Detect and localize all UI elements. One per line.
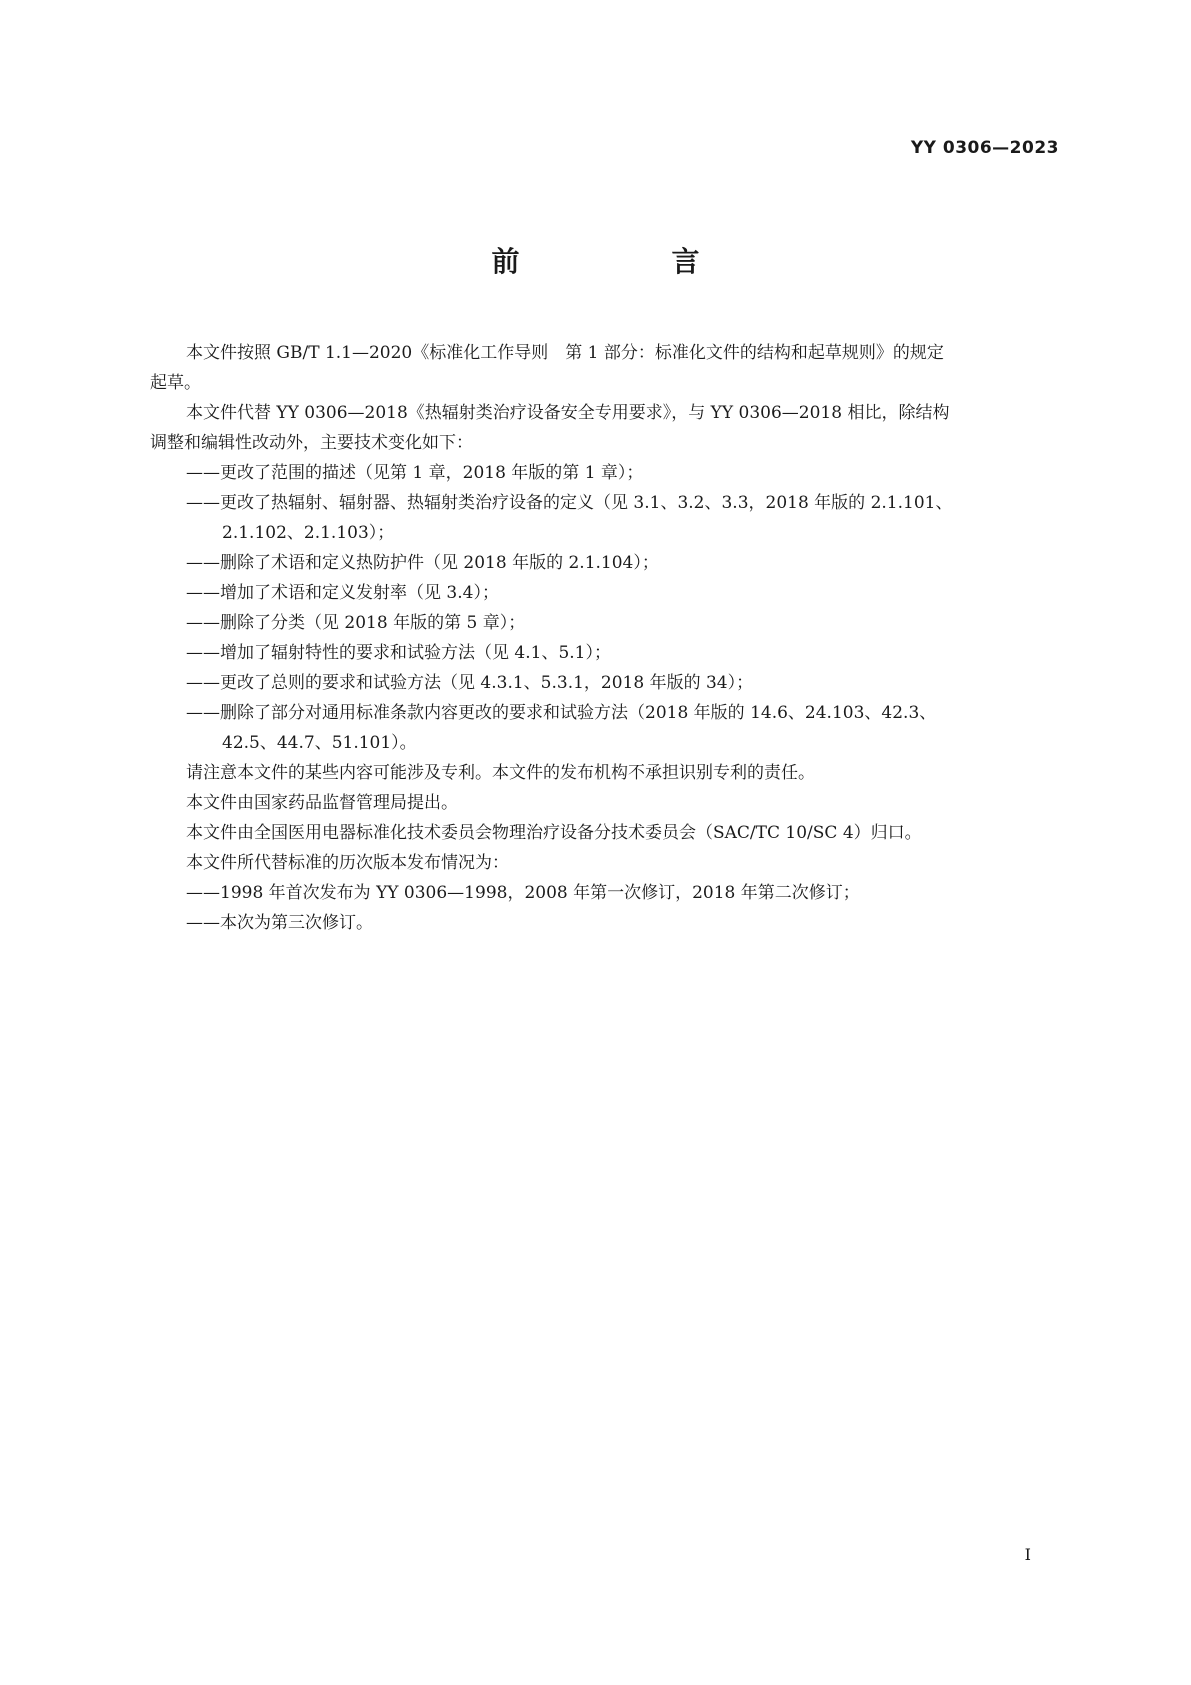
list-item: ——本次为第三次修订。 [186, 913, 373, 933]
paragraph: 本文件所代替标准的历次版本发布情况为： [186, 853, 509, 873]
list-item-continuation: 2.1.102、2.1.103）； [222, 523, 395, 543]
list-item: ——删除了分类（见 2018 年版的第 5 章）； [186, 613, 526, 633]
list-item: ——1998 年首次发布为 YY 0306—1998，2008 年第一次修订，2018 年第二次修订； [186, 883, 860, 903]
page-number: I [1024, 1545, 1031, 1564]
list-item: ——删除了部分对通用标准条款内容更改的要求和试验方法（2018 年版的 14.6、24.103、42.3、 [186, 703, 937, 723]
paragraph: 本文件由国家药品监督管理局提出。 [186, 793, 458, 813]
paragraph: 本文件按照 GB/T 1.1—2020《标准化工作导则 第 1 部分：标准化文件的结构和起草规则》的规定 [186, 343, 944, 363]
list-item: ——更改了范围的描述（见第 1 章，2018 年版的第 1 章）； [186, 463, 644, 483]
paragraph-continuation: 起草。 [150, 373, 201, 393]
foreword-body [150, 338, 1058, 938]
paragraph: 请注意本文件的某些内容可能涉及专利。本文件的发布机构不承担识别专利的责任。 [186, 763, 815, 783]
page-title: 前 言 [491, 245, 762, 278]
paragraph: 本文件由全国医用电器标准化技术委员会物理治疗设备分技术委员会（SAC/TC 10/SC 4）归口。 [186, 823, 922, 843]
paragraph: 本文件代替 YY 0306—2018《热辐射类治疗设备安全专用要求》，与 YY 0306—2018 相比，除结构 [186, 403, 950, 423]
list-item: ——增加了辐射特性的要求和试验方法（见 4.1、5.1）； [186, 643, 611, 663]
list-item: ——删除了术语和定义热防护件（见 2018 年版的 2.1.104）； [186, 553, 659, 573]
standard-code: YY 0306—2023 [910, 138, 1059, 158]
list-item: ——更改了总则的要求和试验方法（见 4.3.1、5.3.1，2018 年版的 34）； [186, 673, 754, 693]
paragraph-continuation: 调整和编辑性改动外，主要技术变化如下： [150, 433, 473, 453]
list-item: ——增加了术语和定义发射率（见 3.4）； [186, 583, 499, 603]
list-item: ——更改了热辐射、辐射器、热辐射类治疗设备的定义（见 3.1、3.2、3.3，2018 年版的 2.1.101、 [186, 493, 953, 513]
list-item-continuation: 42.5、44.7、51.101）。 [222, 733, 417, 753]
